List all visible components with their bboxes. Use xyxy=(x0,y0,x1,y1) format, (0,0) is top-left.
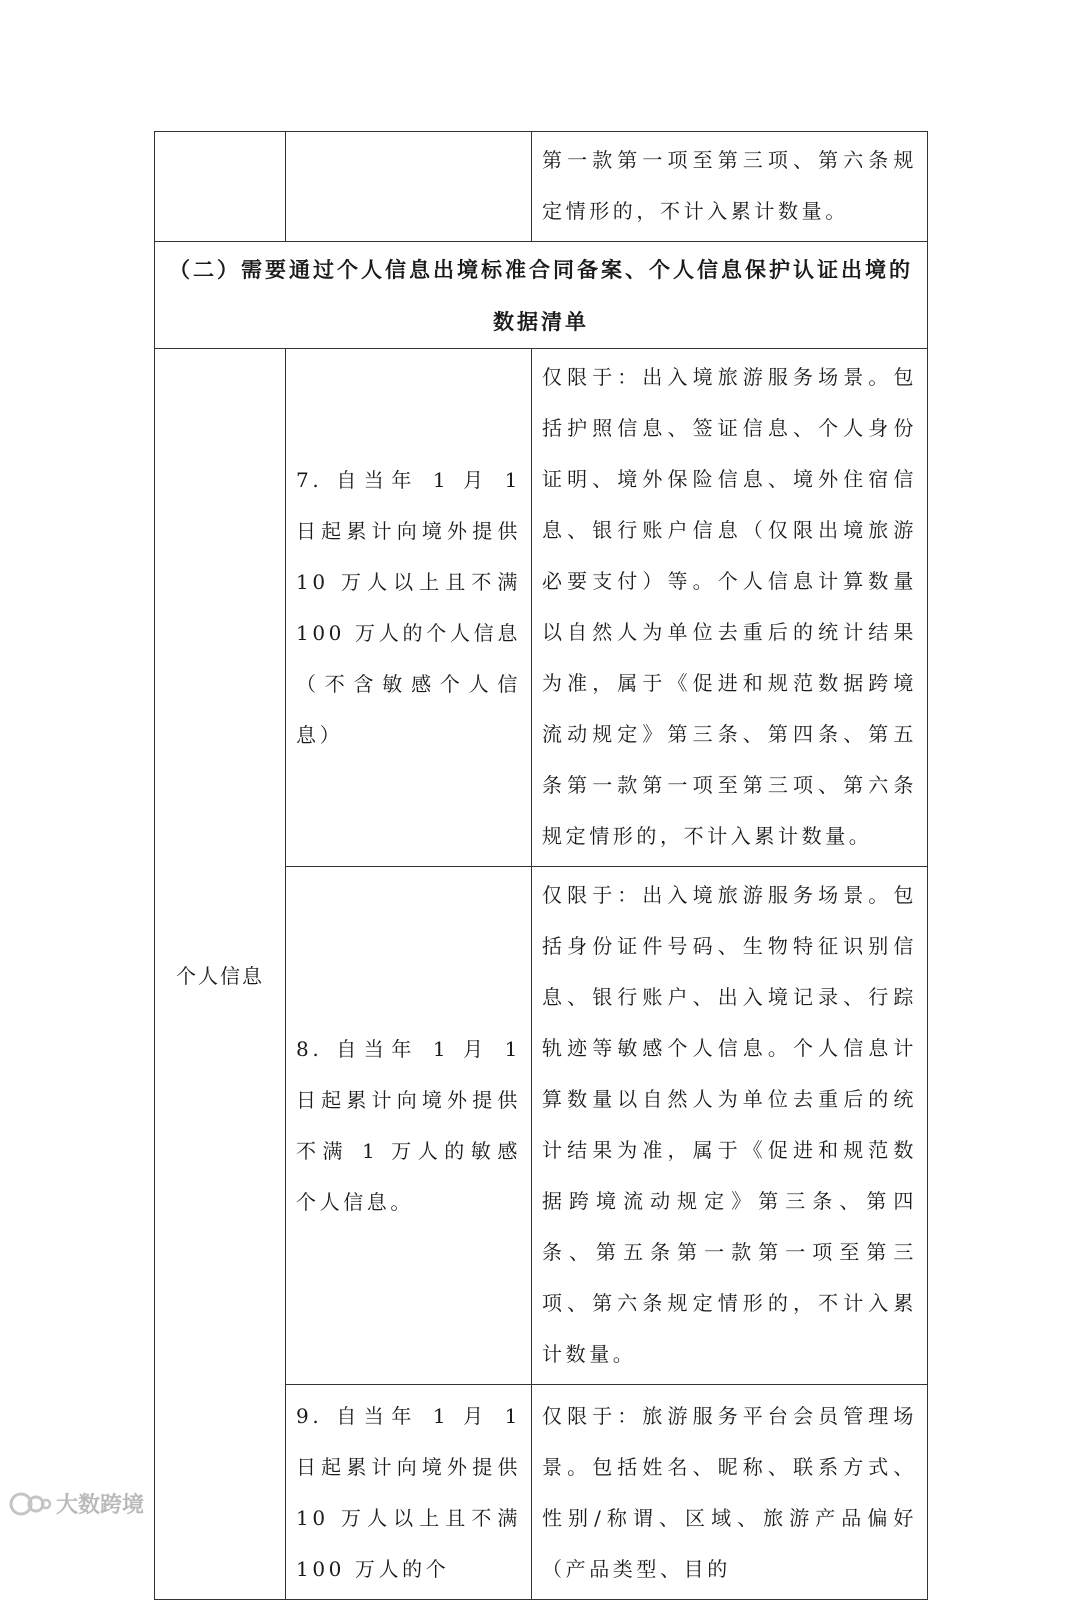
scope-cell xyxy=(532,867,928,1385)
section-heading-row xyxy=(155,242,928,349)
watermark-logo-icon xyxy=(8,1491,52,1517)
item-cell xyxy=(286,867,532,1385)
scope-cell xyxy=(532,1385,928,1600)
item-text: 8. 自当年 1 月 1 日起累计向境外提供不满 1 万人的敏感个人信息。 xyxy=(296,1036,521,1214)
item-cell xyxy=(286,349,532,867)
scope-text: 仅限于：出入境旅游服务场景。包括护照信息、签证信息、个人身份证明、境外保险信息、境外住宿信息、银行账户信息（仅限出境旅游必要支付）等。个人信息计算数量以自然人为单位去重后的统计结果为准，属于《促进和规范数据跨境流动规定》第三条、第四条、第五条第一款第一项至第三项、第六条规定情形的，不计入累计数量。 xyxy=(542,365,917,848)
empty-cell xyxy=(286,132,532,242)
category-label: 个人信息 xyxy=(176,963,264,988)
section-heading-cell xyxy=(155,242,928,349)
table-row xyxy=(155,349,928,867)
watermark xyxy=(8,1488,144,1519)
scope-cell xyxy=(532,349,928,867)
data-list-table xyxy=(154,131,928,1600)
section-heading: （二）需要通过个人信息出境标准合同备案、个人信息保护认证出境的数据清单 xyxy=(169,257,913,334)
item-text: 9. 自当年 1 月 1 日起累计向境外提供 10 万人以上且不满 100 万人的个 xyxy=(296,1404,521,1581)
empty-cell xyxy=(155,132,286,242)
scope-text: 仅限于：出入境旅游服务场景。包括身份证件号码、生物特征识别信息、银行账户、出入境记录、行踪轨迹等敏感个人信息。个人信息计算数量以自然人为单位去重后的统计结果为准，属于《促进和规范数据跨境流动规定》第三条、第四条、第五条第一款第一项至第三项、第六条规定情形的，不计入累计数量。 xyxy=(542,883,917,1366)
category-cell xyxy=(155,349,286,1600)
item-cell xyxy=(286,1385,532,1600)
item-text: 7. 自当年 1 月 1 日起累计向境外提供 10 万人以上且不满 100 万人的个人信息（不含敏感个人信息） xyxy=(296,467,521,747)
table-row xyxy=(155,132,928,242)
scope-text: 仅限于：旅游服务平台会员管理场景。包括姓名、昵称、联系方式、性别/称谓、区域、旅游产品偏好（产品类型、目的 xyxy=(542,1404,917,1581)
scope-cell xyxy=(532,132,928,242)
scope-text: 第一款第一项至第三项、第六条规定情形的，不计入累计数量。 xyxy=(542,148,917,223)
watermark-text: 大数跨境 xyxy=(56,1493,145,1518)
